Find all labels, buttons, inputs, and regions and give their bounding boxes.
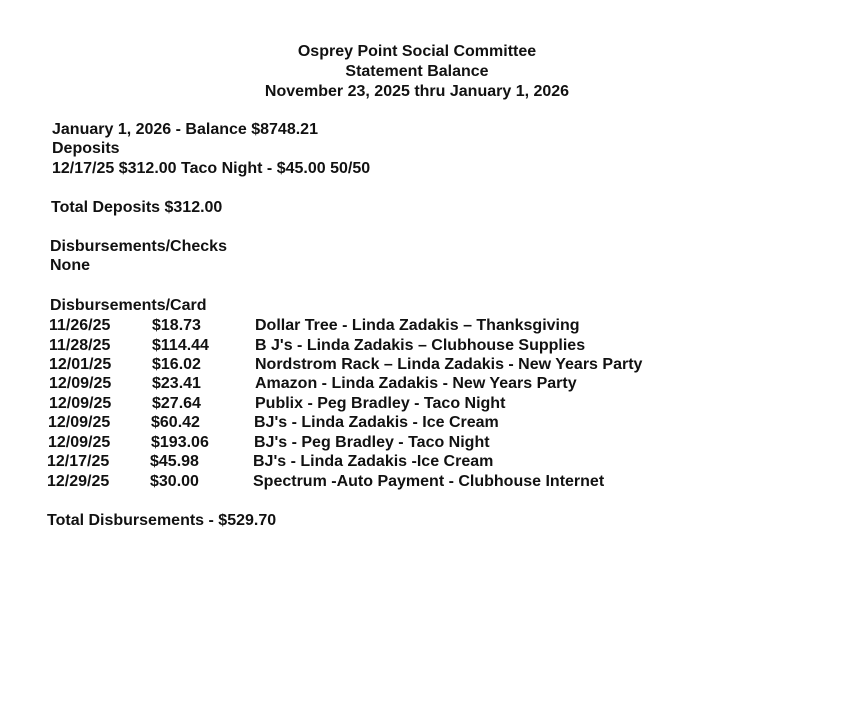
row-description: Dollar Tree - Linda Zadakis – Thanksgiving	[255, 317, 580, 334]
row-description: BJ's - Peg Bradley - Taco Night	[254, 434, 490, 451]
row-description: Publix - Peg Bradley - Taco Night	[255, 395, 506, 412]
row-amount: $27.64	[152, 395, 201, 412]
row-description: Nordstrom Rack – Linda Zadakis - New Years Party	[255, 356, 643, 373]
card-heading: Disbursements/Card	[50, 297, 207, 314]
table-row	[49, 394, 689, 413]
row-amount: $18.73	[152, 317, 201, 334]
table-row	[48, 433, 688, 452]
row-date: 12/29/25	[47, 473, 110, 490]
checks-value: None	[50, 257, 90, 274]
deposit-entry: 12/17/25 $312.00 Taco Night - $45.00 50/50	[52, 160, 371, 177]
row-amount: $23.41	[152, 375, 201, 392]
row-description: Spectrum -Auto Payment - Clubhouse Internet	[253, 473, 605, 490]
row-amount: $193.06	[151, 434, 209, 451]
row-description: B J's - Linda Zadakis – Clubhouse Supplies	[255, 337, 586, 354]
table-row	[47, 472, 687, 491]
table-row	[48, 413, 688, 432]
row-date: 12/09/25	[49, 395, 112, 412]
row-amount: $30.00	[150, 473, 199, 490]
row-amount: $45.98	[150, 453, 199, 470]
doc-title: Statement Balance	[345, 63, 489, 80]
row-date: 12/09/25	[49, 375, 112, 392]
row-date: 12/09/25	[48, 434, 111, 451]
row-description: BJ's - Linda Zadakis -Ice Cream	[253, 453, 494, 470]
row-amount: $16.02	[152, 356, 201, 373]
row-description: Amazon - Linda Zadakis - New Years Party	[255, 375, 577, 392]
balance-line: January 1, 2026 - Balance $8748.21	[52, 121, 318, 138]
statement-header	[0, 42, 834, 102]
table-row	[49, 355, 689, 374]
row-date: 12/01/25	[49, 356, 112, 373]
table-row	[47, 452, 687, 471]
row-amount: $114.44	[152, 337, 209, 354]
total-disbursements: Total Disbursements - $529.70	[47, 512, 277, 529]
row-date: 11/26/25	[49, 317, 111, 334]
table-row	[49, 374, 689, 393]
statement-period: November 23, 2025 thru January 1, 2026	[264, 83, 570, 100]
row-amount: $60.42	[151, 414, 200, 431]
org-title: Osprey Point Social Committee	[297, 43, 537, 60]
total-deposits: Total Deposits $312.00	[51, 199, 223, 216]
table-row	[49, 316, 689, 335]
checks-heading: Disbursements/Checks	[50, 238, 227, 255]
table-row	[49, 336, 689, 355]
row-date: 12/09/25	[48, 414, 111, 431]
row-date: 12/17/25	[47, 453, 110, 470]
deposits-heading: Deposits	[52, 140, 120, 157]
row-date: 11/28/25	[49, 337, 111, 354]
row-description: BJ's - Linda Zadakis - Ice Cream	[254, 414, 499, 431]
